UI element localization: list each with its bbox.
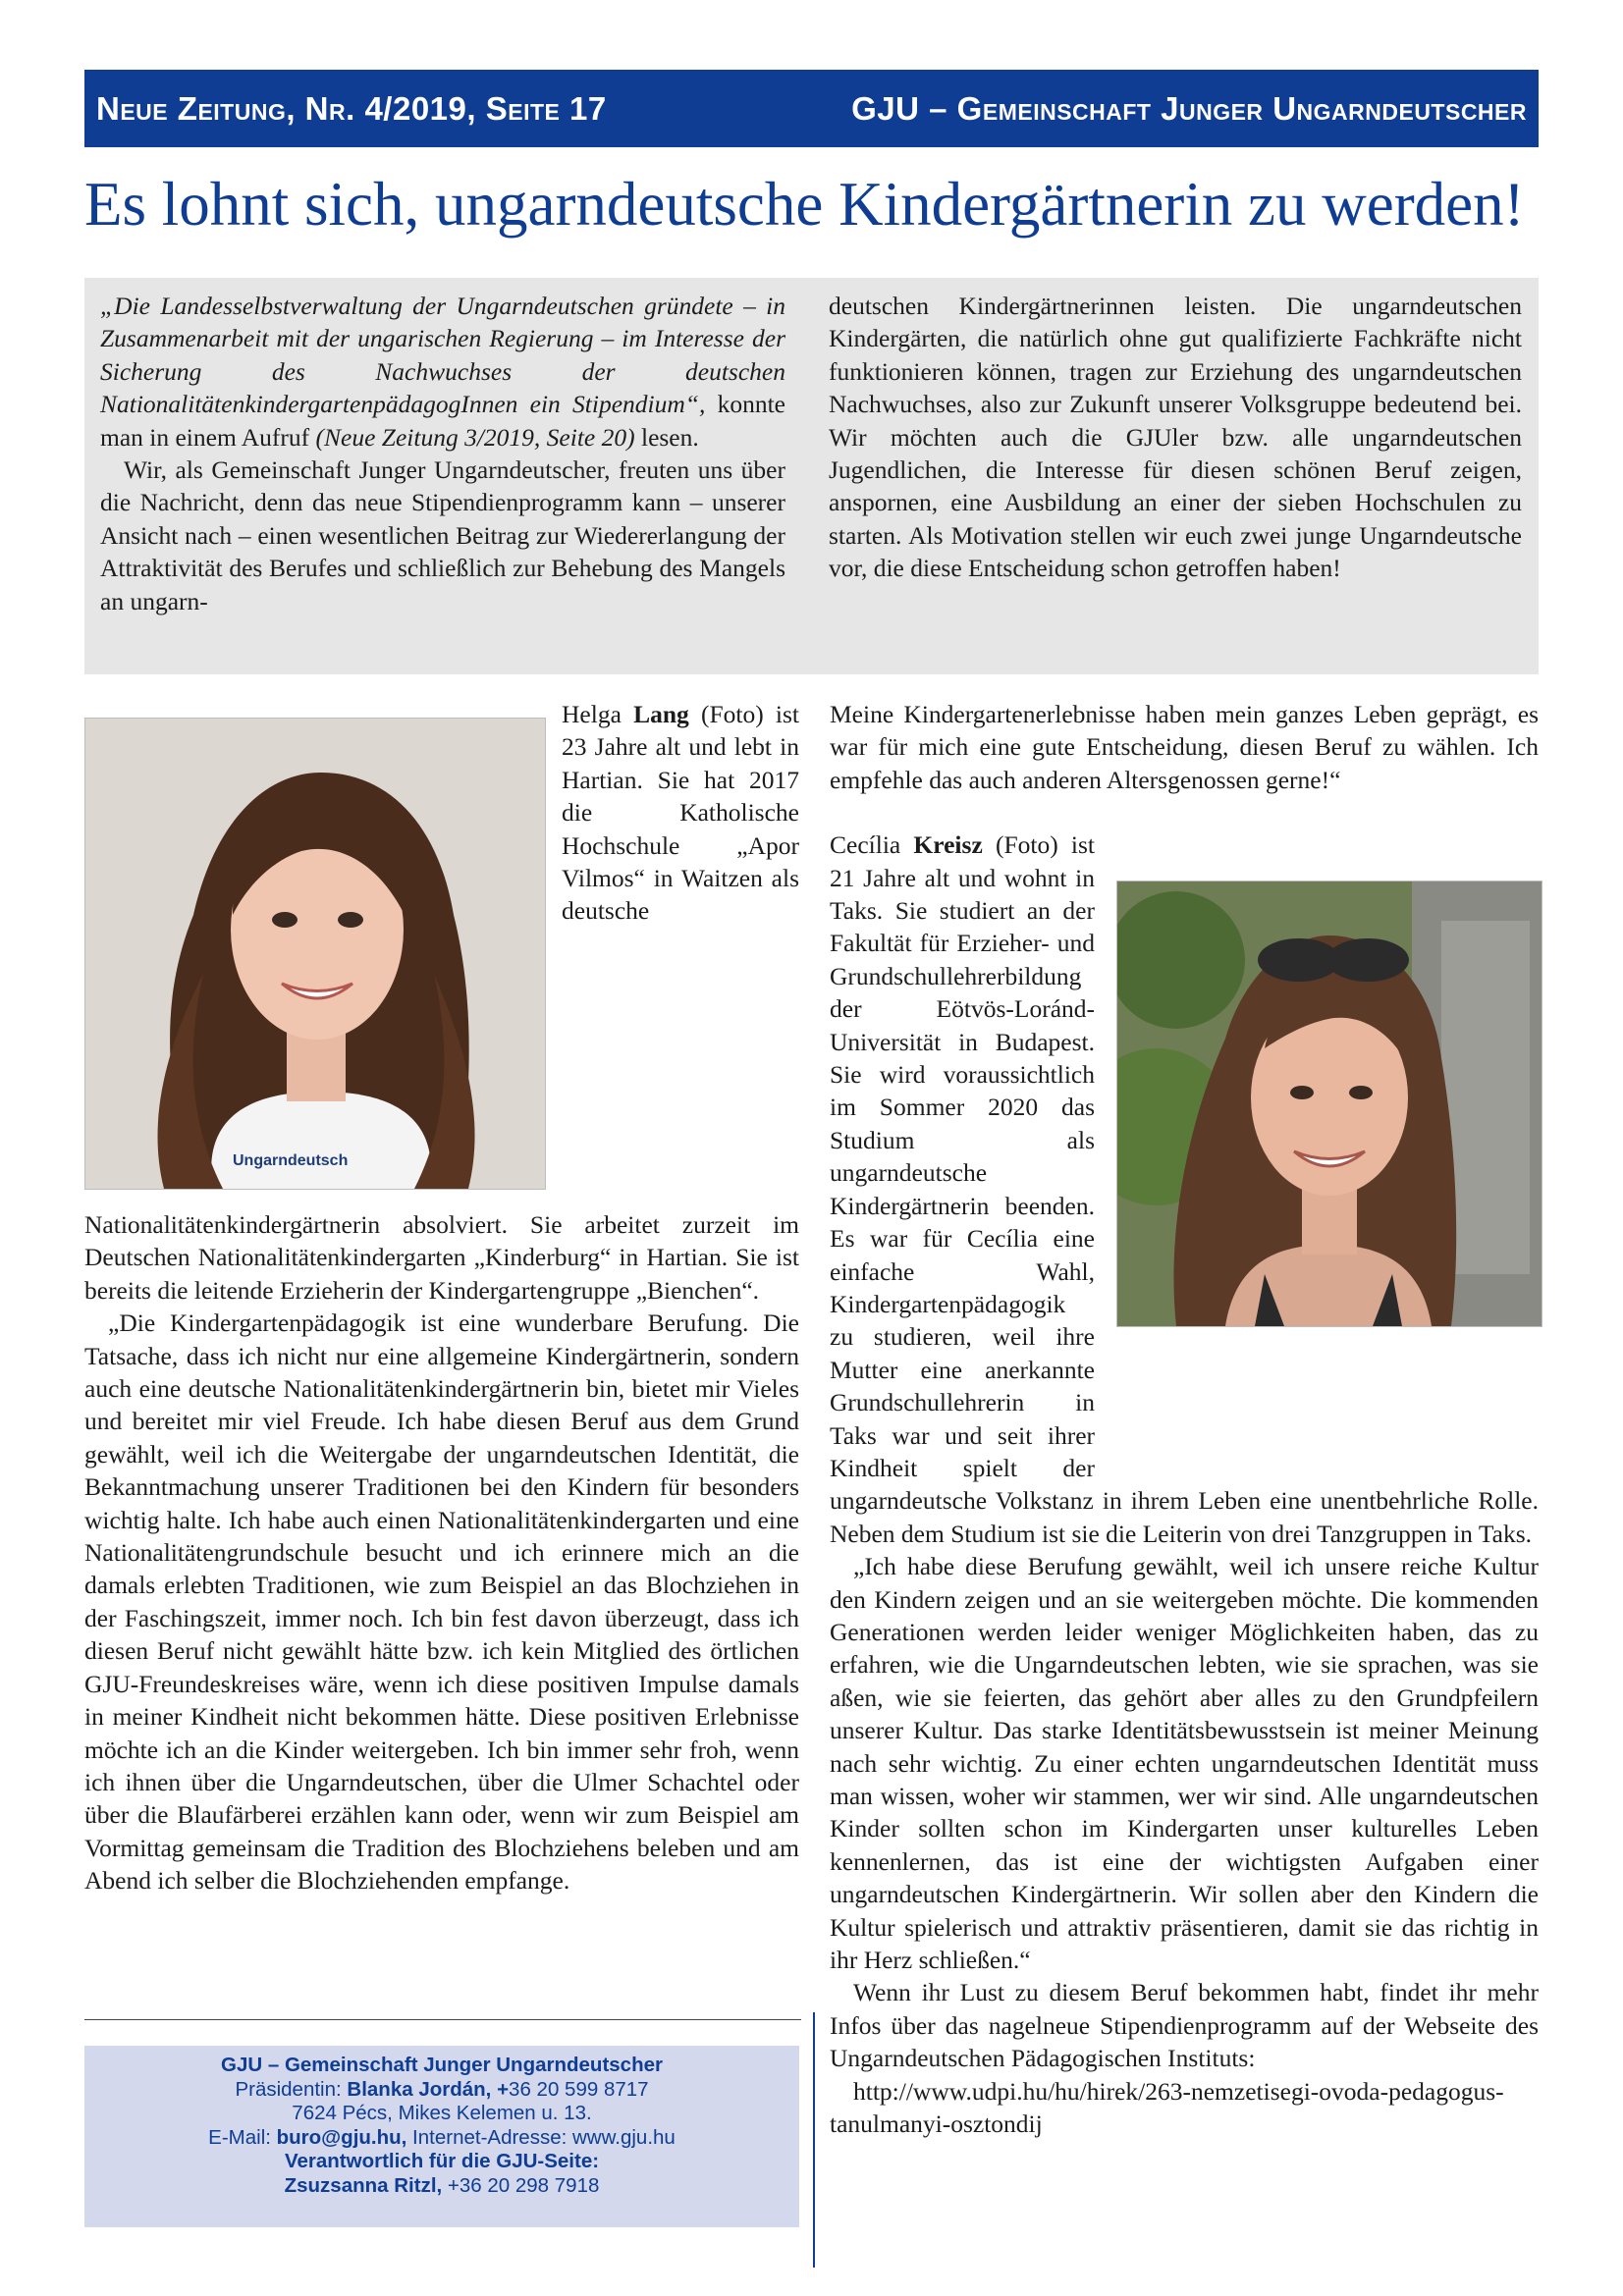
- spacer-line: [830, 796, 1539, 828]
- helga-first-name: Helga: [562, 700, 634, 728]
- cecilia-last-name: Kreisz: [913, 830, 983, 860]
- intro-source-after: lesen.: [634, 422, 699, 452]
- helga-quote-continued: Meine Kindergartenerlebnisse haben mein ganzes Leben geprägt, es war für mich eine gute Entscheidung, diesen Beruf zu wählen. Ich empfehle das auch anderen Altersgenossen gerne!“: [830, 700, 1539, 794]
- article-headline: Es lohnt sich, ungarndeutsche Kindergärtnerin zu werden!: [84, 170, 1525, 239]
- info-address: 7624 Pécs, Mikes Kelemen u. 13.: [292, 2102, 592, 2125]
- cecilia-intro: (Foto) ist 21 Jahre alt und wohnt in Taks. Sie studiert an der Fakultät für Erzieher- und Grundschullehrerbildung der Eötvös-Loránd-Universität in Budapest. Sie wird voraussichtlich im Sommer 2020 das Studium als ungarndeutsche Kindergärtnerin beenden. Es war für Cecília eine einfache Wahl, Kindergartenpädagogik zu studieren, weil ihre Mutter eine anerkannte Grundschullehrerin in Taks war und seit ihrer Kindheit spielt der ungarndeutsche Volkstanz in ihrem Leben eine unentbehrliche Rolle. Neben dem Studium ist sie die Leiterin von drei Tanzgruppen in Taks.: [830, 830, 1539, 1548]
- cecilia-quote: „Ich habe diese Berufung gewählt, weil ich unsere reiche Kultur den Kindern zeigen und an sie weitergeben möchte. Die kommenden Generationen werden leider weniger Möglichkeiten haben, das zu erfahren, wie die Ungarndeutschen lebten, wie sie sprachen, was sie aßen, wie sie feierten, das gehört aber alles zu den Grundpfeilern unserer Kultur. Das starke Identitätsbewusstsein ist meiner Meinung nach sehr wichtig. Zu einer echten ungarndeutschen Identität muss man wissen, woher wir stammen, wer wir sind. Alle ungarndeutschen Kinder sollten schon im Kindergarten unser kulturelles Leben kennenlernen, das ist eine der wichtigsten Aufgaben einer ungarndeutschen Kindergärtnerin. Wir sollen aber den Kindern die Kultur spielerisch und attraktiv präsentieren, damit sie das richtig in ihr Herz schließen.“: [830, 1552, 1539, 1975]
- intro-column-2: [829, 290, 1522, 585]
- cecilia-column: [830, 698, 1539, 2140]
- photo-float-spacer-1: [84, 698, 562, 1208]
- intro-paragraph-2b: deutschen Kindergärtnerinnen leisten. Die ungarndeutschen Kindergärten, die natürlich ohne gut qualifizierte Fachkräfte nicht funktionieren können, tragen zur Erziehung des ungarndeutschen Nachwuchses, also zur Zukunft unserer Volksgruppe bedeutend bei. Wir möchten auch die GJUler bzw. alle ungarndeutschen Jugendlichen, die Interesse für diesen schönen Beruf zeigen, anspornen, eine Ausbildung an einer der sieben Hochschulen zu starten. Als Motivation stellen wir euch zwei junge Ungarndeutsche vor, die diese Entscheidung schon getroffen haben!: [829, 292, 1522, 583]
- helga-intro: (Foto) ist 23 Jahre alt und lebt in Hartian. Sie hat 2017 die Katholische Hochschule „Apor Vilmos“ in Waitzen als deutsche Nationalitätenkindergärtnerin absolviert. Sie arbeitet zurzeit im Deutschen Nationalitätenkindergarten „Kinderburg“ in Hartian. Sie ist bereits die leitende Erzieherin der Kindergartengruppe „Bienchen“.: [84, 700, 799, 1305]
- separator-line: [84, 2019, 801, 2020]
- helga-quote: „Die Kindergartenpädagogik ist eine wunderbare Berufung. Die Tatsache, dass ich nicht nur eine allgemeine Kindergärtnerin, sondern auch eine deutsche Nationalitätenkindergärtnerin bin, bietet mir Vieles und bereitet mir viel Freude. Ich habe diesen Beruf aus dem Grund gewählt, weil ich die Weitergabe der ungarndeutschen Identität, die Bekanntmachung unserer Traditionen bei den Kindern für besonders wichtig halte. Ich habe auch einen Nationalitätenkindergarten und eine Nationalitätengrundschule besucht und ich erinnere mich an die damals erlebten Traditionen, wie zum Beispiel an das Blochziehen in der Faschingszeit, immer noch. Ich bin fest davon überzeugt, dass ich diesen Beruf nicht gewählt hätte bzw. ich kein Mitglied des örtlichen GJU-Freundeskreises wäre, wenn ich diese positiven Impulse damals in meiner Kindheit nicht bekommen hätte. Diese positiven Erlebnisse möchte ich an die Kinder weitergeben. Ich bin immer sehr froh, wenn ich ihnen über die Ungarndeutschen, über die Ulmer Schachtel oder über die Blaufärberei erzählen kann oder, wenn wir zum Beispiel am Vormittag gemeinsam die Tradition des Blochziehens beleben und am Abend ich selber die Blochziehenden empfange.: [84, 1308, 799, 1896]
- column-divider: [813, 2012, 815, 2268]
- info-org-name: GJU – Gemeinschaft Junger Ungarndeutscher: [221, 2054, 663, 2076]
- intro-quote: „Die Landesselbstverwaltung der Ungarndeutschen gründete – in Zusammenarbeit mit der ungarischen Regierung – im Interesse der Sicherung des Nachwuchses der deutschen NationalitätenkindergartenpädagogInnen ein Stipendium“,: [100, 292, 785, 419]
- info-president-name: Blanka Jordán, +: [347, 2077, 510, 2101]
- cecilia-first-name: Cecília: [830, 830, 914, 860]
- photo-float-spacer-2: [1095, 828, 1539, 1457]
- shirt-print: Ungarndeutsch: [233, 1152, 349, 1169]
- issue-info: Neue Zeitung, Nr. 4/2019, Seite 17: [96, 89, 607, 127]
- udpi-link-text[interactable]: http://www.udpi.hu/hu/hirek/263-nemzetisegi-ovoda-pedagogus-tanulmanyi-osztondij: [830, 2076, 1504, 2139]
- intro-column-1: [100, 290, 785, 617]
- info-responsible-name: Zsuzsanna Ritzl,: [284, 2173, 443, 2197]
- udpi-link[interactable]: [830, 2075, 1539, 2141]
- section-title: GJU – Gemeinschaft Junger Ungarndeutscher: [851, 89, 1527, 127]
- info-responsible-phone: +36 20 298 7918: [442, 2173, 600, 2197]
- info-president-label: Präsidentin:: [235, 2077, 348, 2101]
- page-header-bar: [84, 70, 1539, 147]
- info-president-phone: 36 20 599 8717: [509, 2077, 649, 2101]
- intro-quote-after: konnte man in einem Aufruf: [100, 390, 786, 452]
- helga-last-name: Lang: [633, 700, 689, 728]
- intro-box: [84, 278, 1539, 674]
- intro-paragraph-2a: Wir, als Gemeinschaft Junger Ungarndeutscher, freuten uns über die Nachricht, denn das neue Stipendienprogramm kann – unserer Ansicht nach – einen wesentlichen Beitrag zur Wiedererlangung der Attraktivität des Berufes und schließlich zur Behebung des Mangels an ungarn-: [100, 455, 785, 615]
- intro-source: (Neue Zeitung 3/2019, Seite 20): [315, 422, 635, 452]
- gju-info-box: [84, 2046, 799, 2227]
- info-email[interactable]: buro@gju.hu,: [276, 2125, 407, 2149]
- info-email-label: E-Mail:: [208, 2125, 277, 2149]
- info-web[interactable]: Internet-Adresse: www.gju.hu: [406, 2125, 676, 2149]
- info-responsible-label: Verantwortlich für die GJU-Seite:: [284, 2150, 600, 2173]
- closing-paragraph: Wenn ihr Lust zu diesem Beruf bekommen habt, findet ihr mehr Infos über das nagelneue Stipendienprogramm auf der Webseite des Ungarndeutschen Pädagogischen Instituts:: [830, 1978, 1539, 2073]
- helga-column: [84, 698, 799, 1897]
